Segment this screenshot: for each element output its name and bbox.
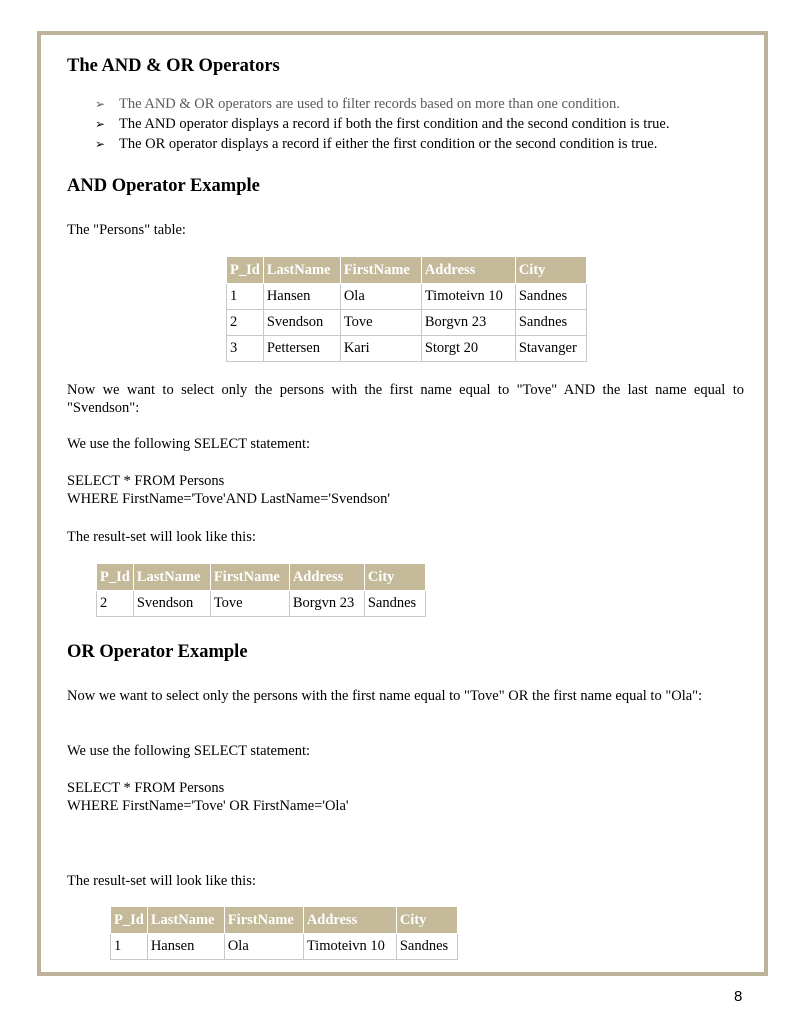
table-cell: Tove (340, 310, 421, 336)
table-header-row (227, 257, 587, 284)
table-cell: Borgvn 23 (421, 310, 515, 336)
table-cell: Svendson (133, 591, 210, 617)
table-cell: Sandnes (364, 591, 425, 617)
section-heading-and-or: The AND & OR Operators (67, 56, 280, 76)
table-cell: Storgt 20 (421, 336, 515, 362)
table-cell: Timoteivn 10 (303, 934, 396, 960)
column-header: FirstName (224, 907, 303, 934)
table-cell: Borgvn 23 (289, 591, 364, 617)
table-cell: 2 (97, 591, 134, 617)
column-header: P_Id (97, 564, 134, 591)
column-header: P_Id (111, 907, 148, 934)
table-cell: Pettersen (263, 336, 340, 362)
or-result-table (110, 906, 458, 960)
or-statement-intro: We use the following SELECT statement: (67, 743, 311, 759)
column-header: City (364, 564, 425, 591)
column-header: FirstName (340, 257, 421, 284)
or-sql-line-1: SELECT * FROM Persons (67, 780, 225, 796)
table-cell: Sandnes (515, 310, 586, 336)
page-number: 8 (734, 988, 743, 1005)
section-heading-and-example: AND Operator Example (67, 176, 260, 196)
table-cell: Sandnes (396, 934, 457, 960)
and-sql-line-1: SELECT * FROM Persons (67, 473, 225, 489)
column-header: Address (303, 907, 396, 934)
table-header-row (97, 564, 426, 591)
and-statement-intro: We use the following SELECT statement: (67, 436, 311, 452)
list-item: ➢ The AND operator displays a record if both the first condition and the second condition is true. (95, 116, 670, 132)
persons-table (226, 256, 587, 362)
arrow-bullet-icon: ➢ (95, 137, 106, 151)
column-header: FirstName (210, 564, 289, 591)
table-row (111, 934, 458, 960)
column-header: P_Id (227, 257, 264, 284)
table-cell: 1 (227, 284, 264, 310)
table-cell: Svendson (263, 310, 340, 336)
column-header: LastName (133, 564, 210, 591)
table-cell: Hansen (263, 284, 340, 310)
and-sql-line-2: WHERE FirstName='Tove'AND LastName='Svendson' (67, 491, 390, 507)
and-result-table (96, 563, 426, 617)
table-cell: Hansen (147, 934, 224, 960)
or-result-intro: The result-set will look like this: (67, 873, 256, 889)
arrow-bullet-icon: ➢ (95, 117, 106, 131)
column-header: City (396, 907, 457, 934)
section-heading-or-example: OR Operator Example (67, 642, 248, 662)
table-cell: Kari (340, 336, 421, 362)
table-cell: Ola (340, 284, 421, 310)
table-cell: Ola (224, 934, 303, 960)
column-header: LastName (147, 907, 224, 934)
or-sql-line-2: WHERE FirstName='Tove' OR FirstName='Ola' (67, 798, 349, 814)
or-description: Now we want to select only the persons with the first name equal to "Tove" OR the first name equal to "Ola": (67, 688, 703, 704)
table-row (97, 591, 426, 617)
arrow-bullet-icon: ➢ (95, 97, 106, 111)
table-header-row (111, 907, 458, 934)
table-cell: 2 (227, 310, 264, 336)
list-item: ➢ The OR operator displays a record if either the first condition or the second condition is true. (95, 136, 658, 152)
table-cell: 1 (111, 934, 148, 960)
column-header: LastName (263, 257, 340, 284)
table-row (227, 336, 587, 362)
column-header: Address (421, 257, 515, 284)
and-description: Now we want to select only the persons with the first name equal to "Tove" AND the last name equal to "Svendson": (67, 382, 744, 416)
table-cell: Timoteivn 10 (421, 284, 515, 310)
list-item: ➢ The AND & OR operators are used to filter records based on more than one condition. (95, 96, 620, 112)
persons-table-caption: The "Persons" table: (67, 222, 186, 238)
column-header: Address (289, 564, 364, 591)
table-row (227, 284, 587, 310)
table-cell: Stavanger (515, 336, 586, 362)
bullet-list (95, 94, 669, 154)
table-cell: Sandnes (515, 284, 586, 310)
table-cell: 3 (227, 336, 264, 362)
and-result-intro: The result-set will look like this: (67, 529, 256, 545)
table-row (227, 310, 587, 336)
column-header: City (515, 257, 586, 284)
table-cell: Tove (210, 591, 289, 617)
